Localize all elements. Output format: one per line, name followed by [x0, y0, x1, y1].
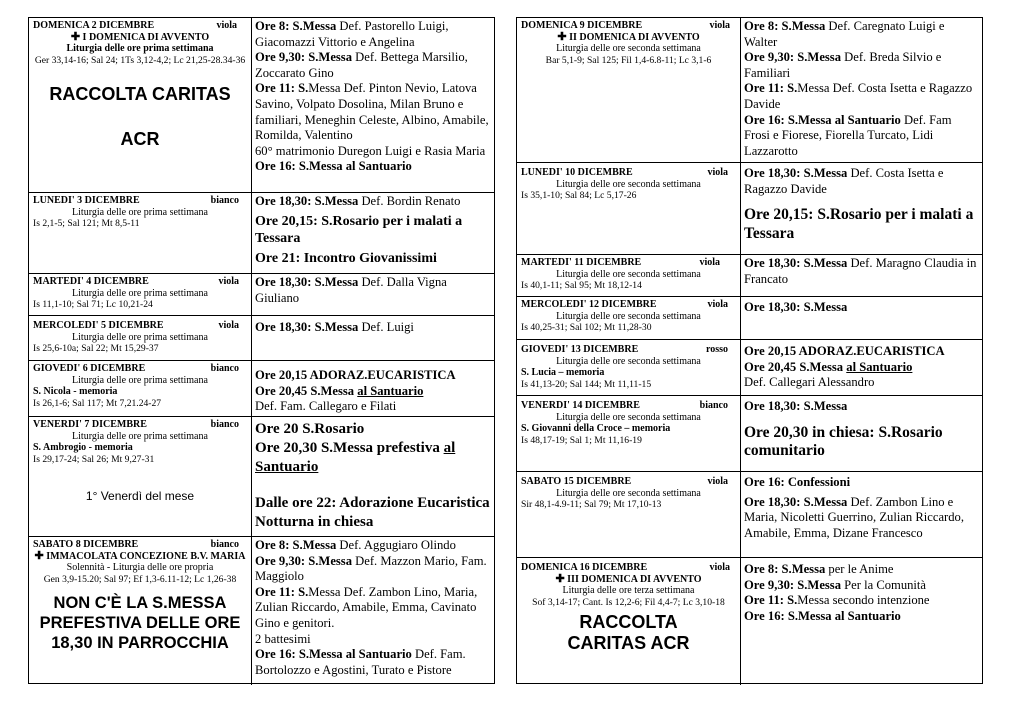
feast-line	[521, 32, 736, 44]
liturgy-hours: Solennità - Liturgia delle ore propria	[66, 562, 214, 573]
saint-memorial: S. Giovanni della Croce – memoria	[521, 423, 671, 434]
liturgy-hours: Liturgia delle ore terza settimana	[562, 585, 695, 596]
liturgical-color: viola	[218, 320, 239, 331]
readings: Is 40,1-11; Sal 95; Mt 18,12-14	[521, 280, 642, 291]
left-schedule-table	[28, 17, 495, 684]
day-title: LUNEDI' 10 DICEMBRE	[521, 167, 633, 178]
day-row-lun10	[517, 163, 982, 255]
mass-schedule	[741, 472, 982, 557]
feast-name: III DOMENICA DI AVVENTO	[567, 573, 702, 585]
liturgical-color: bianco	[210, 539, 239, 550]
day-header	[521, 400, 736, 412]
readings: Sir 48,1-4.9-11; Sal 79; Mt 17,10-13	[521, 499, 662, 510]
rosary-entry: Ore 20 S.Rosario	[255, 421, 365, 437]
day-title: MARTEDI' 11 DICEMBRE	[521, 257, 642, 268]
day-row-mer12	[517, 297, 982, 340]
rosary-entry: Ore 20,15: S.Rosario per i malati a Tessara	[255, 213, 463, 246]
day-title: LUNEDI' 3 DICEMBRE	[33, 195, 140, 206]
santuario-label: al Santuario	[255, 440, 456, 475]
feast-name: I DOMENICA DI AVVENTO	[82, 31, 210, 43]
mass-entry: Ore 8: S.Messa Def. Pastorello Luigi, Giacomazzi Vittorio e Angelina	[255, 19, 449, 49]
liturgical-color: rosso	[705, 344, 728, 355]
day-info	[517, 558, 741, 685]
readings: Is 29,17-24; Sal 26; Mt 9,27-31	[33, 453, 155, 465]
readings: Is 2,1-5; Sal 121; Mt 8,5-11	[33, 218, 140, 229]
no-prefestive-mass-notice: NON C'È LA S.MESSA PREFESTIVA DELLE ORE 18,30 IN PARROCCHIA	[39, 593, 241, 652]
day-info	[517, 297, 741, 339]
mass-schedule	[741, 558, 982, 685]
mass-entry: Ore 18,30: S.Messa	[744, 300, 848, 314]
readings: Ger 33,14-16; Sal 24; 1Ts 3,12-4,2; Lc 21,25-28.34-36	[34, 54, 246, 66]
readings: Is 25,6-10a; Sal 22; Mt 15,29-37	[33, 343, 159, 354]
day-title: DOMENICA 16 DICEMBRE	[521, 562, 648, 573]
day-row-gio13	[517, 340, 982, 396]
day-info	[29, 193, 252, 273]
liturgical-color: bianco	[210, 419, 239, 430]
day-title: MERCOLEDI' 12 DICEMBRE	[521, 299, 657, 310]
day-note-caritas-acr: RACCOLTA CARITAS ACR	[567, 611, 690, 653]
day-info	[29, 417, 252, 536]
right-schedule-table	[516, 17, 983, 684]
day-header	[33, 419, 247, 431]
liturgy-hours: Liturgia delle ore seconda settimana	[556, 43, 701, 54]
youth-meeting-entry: Ore 21: Incontro Giovanissimi	[255, 250, 437, 266]
first-friday-note: 1° Venerdì del mese	[85, 488, 195, 503]
mass-entry: Ore 18,30: S.Messa Def. Maragno Claudia in Francato	[744, 256, 977, 286]
day-header	[33, 20, 247, 32]
day-title: VENERDI' 14 DICEMBRE	[521, 400, 640, 411]
day-info	[517, 396, 741, 471]
day-row-ven7	[29, 417, 494, 537]
day-row-lun3	[29, 193, 494, 274]
cross-icon: ✚	[555, 572, 565, 585]
mass-entry: Ore 11: S.Messa Def. Zambon Lino, Maria, Zulian Riccardo, Amabile, Emma, Cavinato Gino e genitori.	[255, 584, 478, 630]
mass-schedule	[741, 340, 982, 395]
liturgical-color: bianco	[210, 195, 239, 206]
day-header	[33, 539, 247, 551]
day-title: GIOVEDI' 6 DICEMBRE	[33, 363, 146, 374]
mass-entry: Ore 20,45 S.Messa al Santuario	[744, 359, 913, 374]
day-title: VENERDI' 7 DICEMBRE	[33, 419, 147, 430]
liturgy-hours: Liturgia delle ore prima settimana	[72, 331, 208, 343]
mass-entry: Ore 11: S.Messa Def. Costa Isetta e Ragazzo Davide	[744, 81, 973, 111]
cross-icon: ✚	[70, 30, 81, 43]
readings: Gen 3,9-15.20; Sal 97; Ef 1,3-6.11-12; Lc 1,26-38	[43, 573, 237, 585]
mass-schedule	[252, 361, 494, 416]
day-title: DOMENICA 2 DICEMBRE	[33, 20, 155, 31]
mass-entry: Ore 18,30: S.Messa	[744, 399, 848, 413]
liturgy-hours: Liturgia delle ore seconda settimana	[556, 268, 701, 280]
liturgy-hours: Liturgia delle ore seconda settimana	[556, 310, 701, 322]
day-header	[33, 320, 247, 332]
santuario-label: al Santuario	[846, 359, 913, 374]
mass-entry: Ore 9,30: S.Messa Def. Bettega Marsilio, Zoccarato Gino	[255, 50, 468, 80]
day-header	[521, 562, 736, 574]
liturgical-color: viola	[709, 562, 730, 573]
day-info	[517, 340, 741, 395]
mass-schedule	[741, 396, 982, 471]
liturgical-color: viola	[707, 167, 728, 178]
day-note-acr: ACR	[120, 128, 160, 149]
mass-schedule	[252, 193, 494, 273]
mass-entry: Ore 18,30: S.Messa Def. Bordin Renato	[255, 194, 461, 208]
day-header	[521, 257, 736, 269]
mass-entry: Ore 18,30: S.Messa Def. Costa Isetta e Ragazzo Davide	[744, 166, 944, 196]
readings: Is 11,1-10; Sal 71; Lc 10,21-24	[33, 299, 153, 310]
mass-entry: Ore 16: S.Messa al Santuario Def. Fam Frosi e Fiorese, Fiorella Turcato, Lidi Lazzarotto	[744, 112, 952, 158]
liturgy-hours: Liturgia delle ore prima settimana	[72, 287, 208, 299]
day-header	[521, 167, 736, 179]
liturgy-hours: Liturgia delle ore seconda settimana	[556, 178, 701, 190]
liturgy-hours: Liturgia delle ore prima settimana	[72, 430, 208, 442]
liturgical-color: viola	[699, 257, 720, 268]
day-header	[521, 344, 736, 356]
mass-entry: Ore 9,30: S.Messa Per la Comunità	[744, 577, 927, 592]
feast-line	[33, 551, 247, 563]
baptism-entry: 2 battesimi	[255, 631, 311, 646]
mass-entry: Ore 8: S.Messa per le Anime	[744, 562, 894, 576]
day-info	[29, 274, 252, 315]
day-row-sab15	[517, 472, 982, 558]
santuario-label: al Santuario	[357, 383, 424, 398]
intention-entry: Def. Fam. Callegaro e Filati	[255, 399, 397, 414]
readings: Is 41,13-20; Sal 144; Mt 11,11-15	[521, 378, 652, 390]
day-info	[29, 537, 252, 685]
readings: Bar 5,1-9; Sal 125; Fil 1,4-6.8-11; Lc 3,1-6	[545, 54, 712, 66]
day-info	[517, 163, 741, 254]
liturgy-hours: Liturgia delle ore prima settimana	[72, 374, 208, 386]
intention-entry: Def. Callegari Alessandro	[744, 375, 875, 390]
readings: Is 26,1-6; Sal 117; Mt 7,21.24-27	[33, 397, 162, 409]
day-header	[33, 363, 247, 375]
feast-name: II DOMENICA DI AVVENTO	[569, 31, 700, 43]
mass-entry: Ore 18,30: S.Messa Def. Zambon Lino e Maria, Nicoletti Guerrino, Zulian Riccardo, Amabile, Emma, Dizane Francesco	[744, 494, 964, 540]
day-info	[29, 316, 252, 360]
day-header	[33, 276, 247, 288]
day-title: SABATO 15 DICEMBRE	[521, 476, 632, 487]
mass-schedule	[741, 255, 982, 296]
liturgical-color: bianco	[210, 363, 239, 374]
liturgy-hours: Liturgia delle ore prima settimana	[66, 43, 214, 54]
liturgical-color: viola	[707, 476, 728, 487]
mass-entry: Ore 20,30 S.Messa prefestiva al Santuario	[255, 440, 456, 475]
liturgy-hours: Liturgia delle ore seconda settimana	[556, 411, 701, 423]
day-header	[521, 299, 736, 311]
mass-schedule	[252, 316, 494, 360]
day-row-ven14	[517, 396, 982, 472]
mass-schedule	[252, 417, 494, 536]
day-header	[521, 476, 736, 488]
day-info	[517, 255, 741, 296]
day-header	[33, 195, 247, 207]
day-row-gio6	[29, 361, 494, 417]
mass-entry: Ore 18,30: S.Messa Def. Dalla Vigna Giuliano	[255, 275, 447, 305]
mass-schedule	[741, 297, 982, 339]
day-info	[517, 472, 741, 557]
mass-schedule	[741, 18, 982, 162]
day-title: GIOVEDI' 13 DICEMBRE	[521, 344, 639, 355]
feast-line	[33, 32, 247, 44]
mass-schedule	[741, 163, 982, 254]
day-row-dom2	[29, 18, 494, 193]
rosary-entry: Ore 20,15: S.Rosario per i malati a Tessara	[744, 206, 974, 242]
mass-entry: Ore 8: S.Messa Def. Caregnato Luigi e Walter	[744, 19, 945, 49]
day-title: MARTEDI' 4 DICEMBRE	[33, 276, 149, 287]
mass-entry: Ore 11: S.Messa secondo intenzione	[744, 593, 930, 608]
liturgy-hours: Liturgia delle ore seconda settimana	[556, 355, 701, 367]
mass-entry: Ore 9,30: S.Messa Def. Breda Silvio e Familiari	[744, 50, 942, 80]
cross-icon: ✚	[557, 30, 567, 43]
mass-entry: Ore 9,30: S.Messa Def. Mazzon Mario, Fam. Maggiolo	[255, 553, 487, 584]
feast-line	[521, 574, 736, 586]
liturgical-color: viola	[709, 20, 730, 31]
readings: Is 48,17-19; Sal 1; Mt 11,16-19	[521, 434, 642, 446]
saint-memorial: S. Nicola - memoria	[33, 386, 118, 397]
liturgical-color: viola	[218, 276, 239, 287]
day-row-mer5	[29, 316, 494, 361]
day-row-mar11	[517, 255, 982, 297]
mass-schedule	[252, 537, 494, 685]
feast-name: IMMACOLATA CONCEZIONE B.V. MARIA	[46, 550, 246, 562]
anniversary-entry: 60° matrimonio Duregon Luigi e Rasia Maria	[255, 143, 486, 158]
rosary-entry: Ore 20,30 in chiesa: S.Rosario comunitario	[744, 423, 943, 460]
liturgy-hours: Liturgia delle ore prima settimana	[72, 206, 208, 218]
adoration-entry: Ore 20,15 ADORAZ.EUCARISTICA	[255, 368, 456, 382]
day-row-sab8	[29, 537, 494, 685]
day-row-dom16	[517, 558, 982, 685]
night-adoration-entry: Dalle ore 22: Adorazione Eucaristica Notturna in chiesa	[255, 495, 490, 530]
day-row-mar4	[29, 274, 494, 316]
day-info	[29, 361, 252, 416]
liturgical-color: viola	[707, 299, 728, 310]
day-info	[517, 18, 741, 162]
day-row-dom9	[517, 18, 982, 163]
mass-entry: Ore 11: S.Messa Def. Pinton Nevio, Latova Savino, Volpato Dosolina, Milan Bruno e familiari, Meneghin Celeste, Albino, Amabile, Romilda, Valentino	[255, 81, 489, 143]
liturgical-color: bianco	[699, 400, 728, 411]
day-header	[521, 20, 736, 32]
cross-icon: ✚	[34, 549, 44, 562]
readings: Is 40,25-31; Sal 102; Mt 11,28-30	[521, 322, 652, 333]
day-title: DOMENICA 9 DICEMBRE	[521, 20, 643, 31]
confession-entry: Ore 16: Confessioni	[744, 475, 851, 489]
mass-schedule	[252, 18, 494, 192]
mass-schedule	[252, 274, 494, 315]
day-note-caritas: RACCOLTA CARITAS	[49, 83, 231, 104]
adoration-entry: Ore 20,15 ADORAZ.EUCARISTICA	[744, 344, 945, 358]
saint-memorial: S. Ambrogio - memoria	[33, 442, 133, 453]
day-info	[29, 18, 252, 192]
liturgical-color: viola	[216, 20, 237, 31]
mass-entry: Ore 8: S.Messa Def. Aggugiaro Olindo	[255, 538, 456, 552]
liturgy-hours: Liturgia delle ore seconda settimana	[556, 487, 701, 499]
mass-entry: Ore 16: S.Messa al Santuario Def. Fam. Bortolozzo e Agostini, Turato e Pistore	[255, 647, 466, 677]
mass-entry: Ore 18,30: S.Messa Def. Luigi	[255, 320, 414, 334]
readings: Is 35,1-10; Sal 84; Lc 5,17-26	[521, 190, 637, 201]
saint-memorial: S. Lucia – memoria	[521, 367, 605, 378]
day-title: SABATO 8 DICEMBRE	[33, 539, 139, 550]
mass-entry: Ore 16: S.Messa al Santuario	[255, 159, 412, 174]
mass-entry: Ore 20,45 S.Messa al Santuario	[255, 383, 424, 398]
readings: Sof 3,14-17; Cant. Is 12,2-6; Fil 4,4-7; Lc 3,10-18	[532, 596, 725, 608]
day-title: MERCOLEDI' 5 DICEMBRE	[33, 320, 164, 331]
mass-entry: Ore 16: S.Messa al Santuario	[744, 608, 901, 623]
